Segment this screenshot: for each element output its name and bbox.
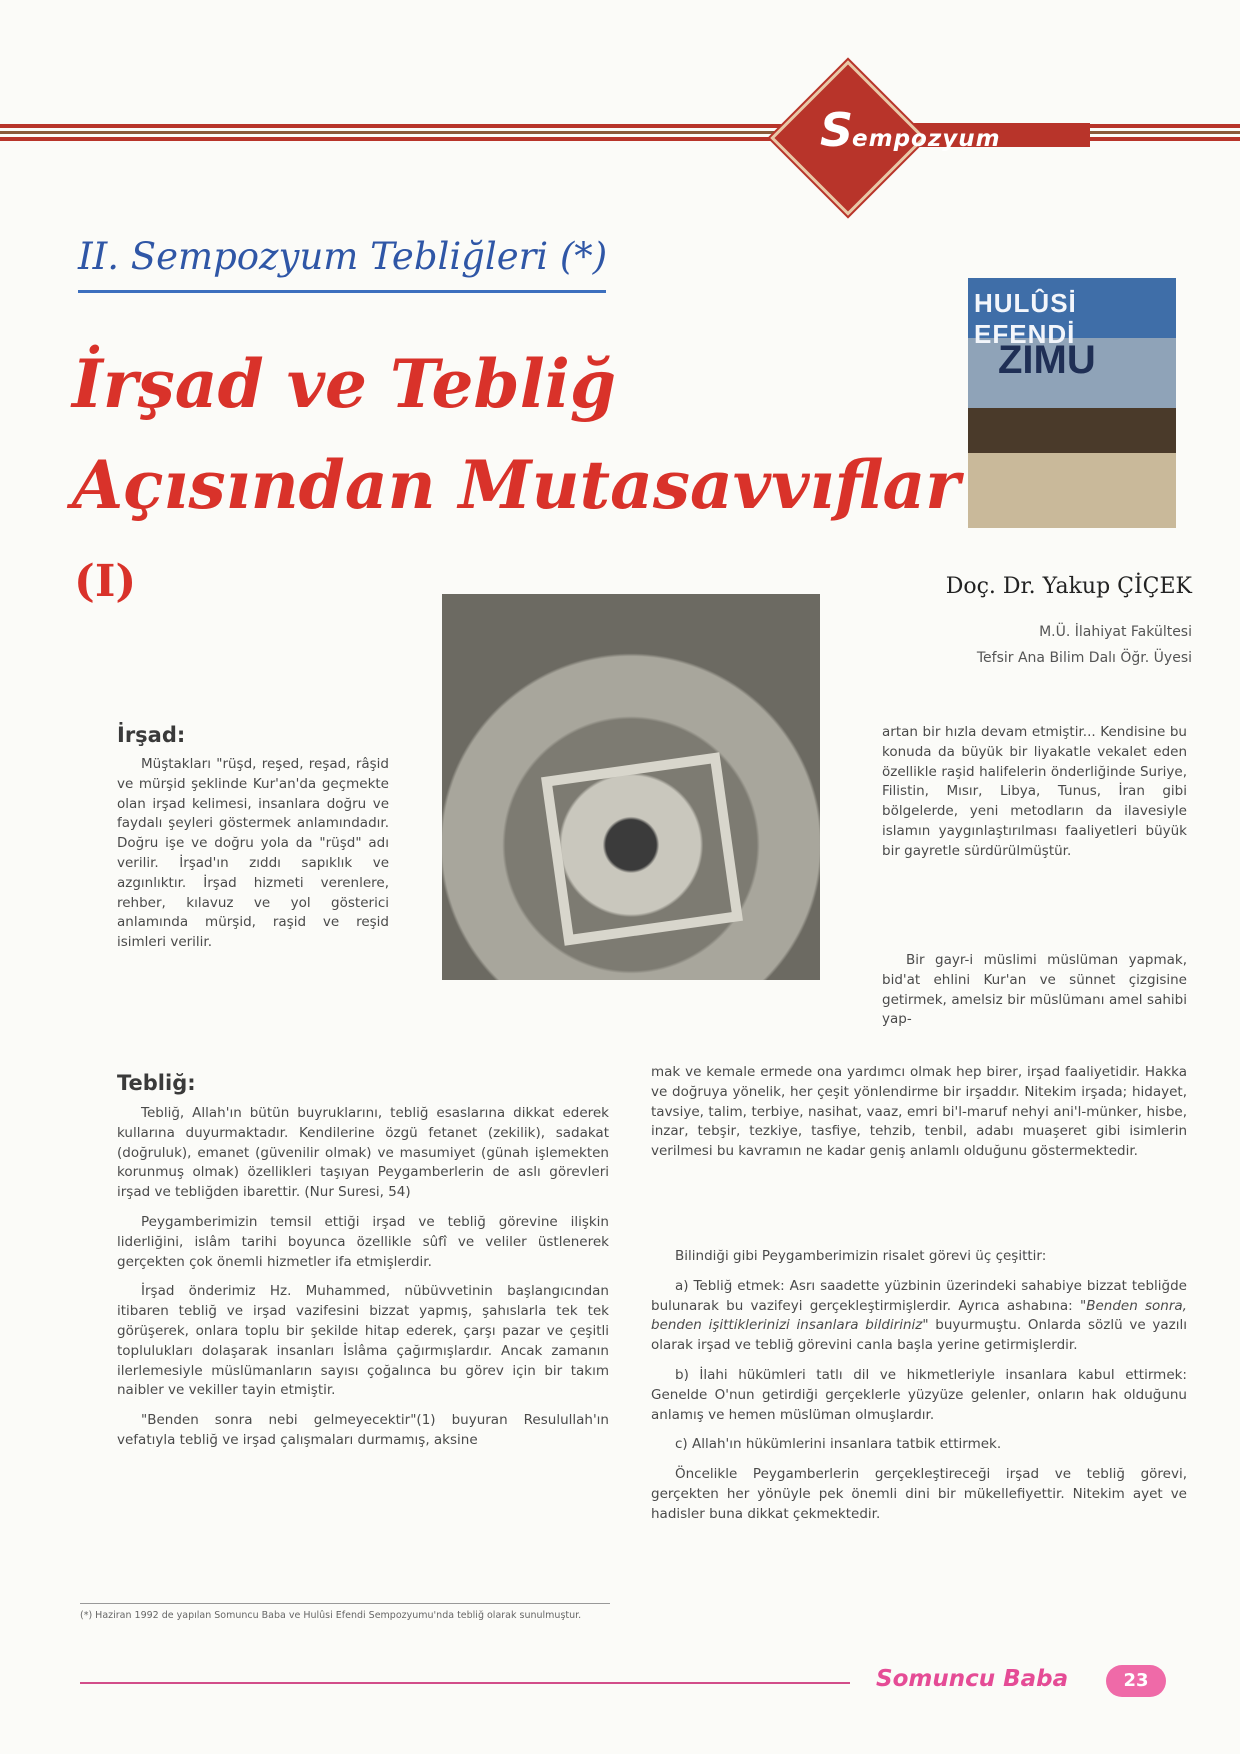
section-badge-label xyxy=(820,103,1080,157)
photo-banner-text: HULÛSİ EFENDİ xyxy=(974,288,1077,349)
right-paragraph-1: artan bir hızla devam etmiştir... Kendisine bu konuda da büyük bir liyakatle vekalet eden özellikle raşid halifelerin önderliğinde Suriye, Filistin, Mısır, Libya, Tunus, İran gibi bölgelerde, yeni metodların da ilavesiyle islamın yaygınlaştırılması faaliyetleri büyük bir gayretle sürdürülmüştür. xyxy=(882,724,1187,859)
irsad-heading: İrşad: xyxy=(117,723,186,747)
teblig-heading: Tebliğ: xyxy=(117,1071,196,1095)
footnote-rule xyxy=(80,1603,610,1604)
series-title-underline xyxy=(78,290,606,293)
duty-c: c) Allah'ın hükümlerini insanlara tatbik ettirmek. xyxy=(675,1436,1002,1453)
duty-a-end: buyurmuştu. Onlarda sözlü ve yazılı olarak irşad ve tebliğ görevini canla başla yerine getirmişlerdir. xyxy=(651,1317,1187,1354)
section-badge-rest: empozyum xyxy=(852,126,1001,152)
teblig-column xyxy=(117,1104,609,1451)
duty-b: b) İlahi hükümleri tatlı dil ve hikmetleriyle insanlara kabul ettirmek: Genelde O'nun getirdiği gerçeklerle yüzyüze gelenler, onların hak olduğunu anlamış ve hemen müslüman olmuşlardır. xyxy=(651,1366,1187,1423)
right-column-top xyxy=(882,723,1187,862)
teblig-paragraph-4: "Benden sonra nebi gelmeyecektir"(1) buyuran Resulullah'ın vefatıyla tebliğ ve irşad çalışmaları durmamış, aksine xyxy=(117,1412,609,1448)
section-badge-initial: S xyxy=(820,103,854,157)
speaker-photo xyxy=(968,278,1176,528)
teblig-paragraph-1: Tebliğ, Allah'ın bütün buyruklarını, tebliğ esaslarına dikkat ederek kullarına duyurmaktadır. Kendilerine özgü fetanet (zekilik), sadakat (doğruluk), emanet (güvenilir olmak) ve masumiyet (günah işlemekten korunmuş olmak) özellikleri taşıyan Peygamberlerin de aslı görevleri irşad ve tebliğden ibarettir. (Nur Suresi, 54) xyxy=(117,1105,609,1201)
author-affiliation-2: Tefsir Ana Bilim Dalı Öğr. Üyesi xyxy=(976,650,1192,666)
irsad-text: Müştakları "rüşd, reşed, reşad, râşid ve mürşid şeklinde Kur'an'da geçmekte olan irşad kelimesi, insanlara doğru ve faydalı şeyleri göstermek anlamındadır. Doğru işe ve doğru yola da "rüşd" adı verilir. İrşad'ın zıddı sapıklık ve azgınlıktır. İrşad hizmeti verenlere, rehber, kılavuz ve yol gösterici anlamında mürşid, raşid ve reşid isimleri verilir. xyxy=(117,756,389,951)
kaaba-aerial-photo xyxy=(442,594,820,980)
closing-paragraph: Öncelikle Peygamberlerin gerçekleştireceği irşad ve tebliğ görevi, gerçekten her yönüyle pek önemli dini bir mükellefiyettir. Nitekim ayet ve hadisler buna dikkat çekmektedir. xyxy=(651,1466,1187,1522)
author-name: Doç. Dr. Yakup ÇİÇEK xyxy=(945,574,1192,599)
series-title: II. Sempozyum Tebliğleri (*) xyxy=(78,235,608,278)
article-title-line1: İrşad ve Tebliğ xyxy=(72,345,616,423)
magazine-name: Somuncu Baba xyxy=(876,1666,1069,1692)
right-paragraph-2-start: Bir gayr-i müslimi müslüman yapmak, bid'at ehlini Kur'an ve sünnet çizgisine getirmek, amelsiz bir müslümanı amel sahibi yap- xyxy=(882,952,1187,1028)
right-paragraph-2-end: mak ve kemale ermede ona yardımcı olmak hep birer, irşad faaliyetidir. Hakka ve doğruya yönelik, her çeşit yönlendirme bir irşaddır. Nitekim irşada; hidayet, tavsiye, talim, terbiye, nasihat, vaaz, emri bi'l-maruf nehyi ani'l-münker, hisbe, inzar, tebşir, tezkiye, tasfiye, tehzib, tenbil, adabı muaşeret gibi isimlerin verilmesi bu kavramın ne kadar geniş anlamlı olduğunu göstermektedir. xyxy=(651,1064,1187,1160)
teblig-paragraph-3: İrşad önderimiz Hz. Muhammed, nübüvvetinin başlangıcından itibaren tebliğ ve irşad vazifesini bizzat yapmış, şahıslarla tek tek görüşerek, onlara toplu bir şekilde hitap ederek, çarşı pazar ve çeşitli toplulukları dolaşarak insanları İslâma çağırmışlardır. Ancak zamanın ilerlemesiyle müslümanların sayısı çoğalınca bu görev için bir takım naibler ve vekiller tayin etmiştir. xyxy=(117,1283,609,1399)
teblig-paragraph-2: Peygamberimizin temsil ettiği irşad ve tebliğ görevine ilişkin liderliğini, islâm tarihi boyunca özellikle sûfî ve veliler üstlenerek gerçekten çok önemli hizmetler ifa etmişlerdir. xyxy=(117,1213,609,1270)
right-column-low xyxy=(651,1247,1187,1525)
right-column-wide xyxy=(651,1063,1187,1162)
duty-a-start: a) Tebliğ etmek: Asrı saadette yüzbinin üzerindeki sahabiye bizzat tebliğde bulunarak bu vazifeyi gerçekleştirmişlerdir. Ayrıca ashabına: xyxy=(651,1277,1187,1314)
right-column-mid xyxy=(882,951,1187,1030)
footer-rule xyxy=(80,1682,850,1684)
footnote: (*) Haziran 1992 de yapılan Somuncu Baba ve Hulûsi Efendi Sempozyumu'nda tebliğ olarak sunulmuştur. xyxy=(80,1610,582,1621)
photo-banner-text-2: ZIMU xyxy=(998,338,1096,382)
duty-a xyxy=(651,1277,1187,1356)
article-part-number: (I) xyxy=(74,556,137,607)
duty-a-quote: "Benden sonra, benden işittiklerinizi insanlara bildiriniz" xyxy=(651,1297,1187,1334)
article-title-line2: Açısından Mutasavvıflar xyxy=(72,446,961,524)
page-number: 23 xyxy=(1106,1665,1166,1697)
duties-intro: Bilindiği gibi Peygamberimizin risalet görevi üç çeşittir: xyxy=(675,1248,1047,1264)
author-affiliation-1: M.Ü. İlahiyat Fakültesi xyxy=(1039,624,1192,640)
irsad-paragraph xyxy=(117,755,389,953)
